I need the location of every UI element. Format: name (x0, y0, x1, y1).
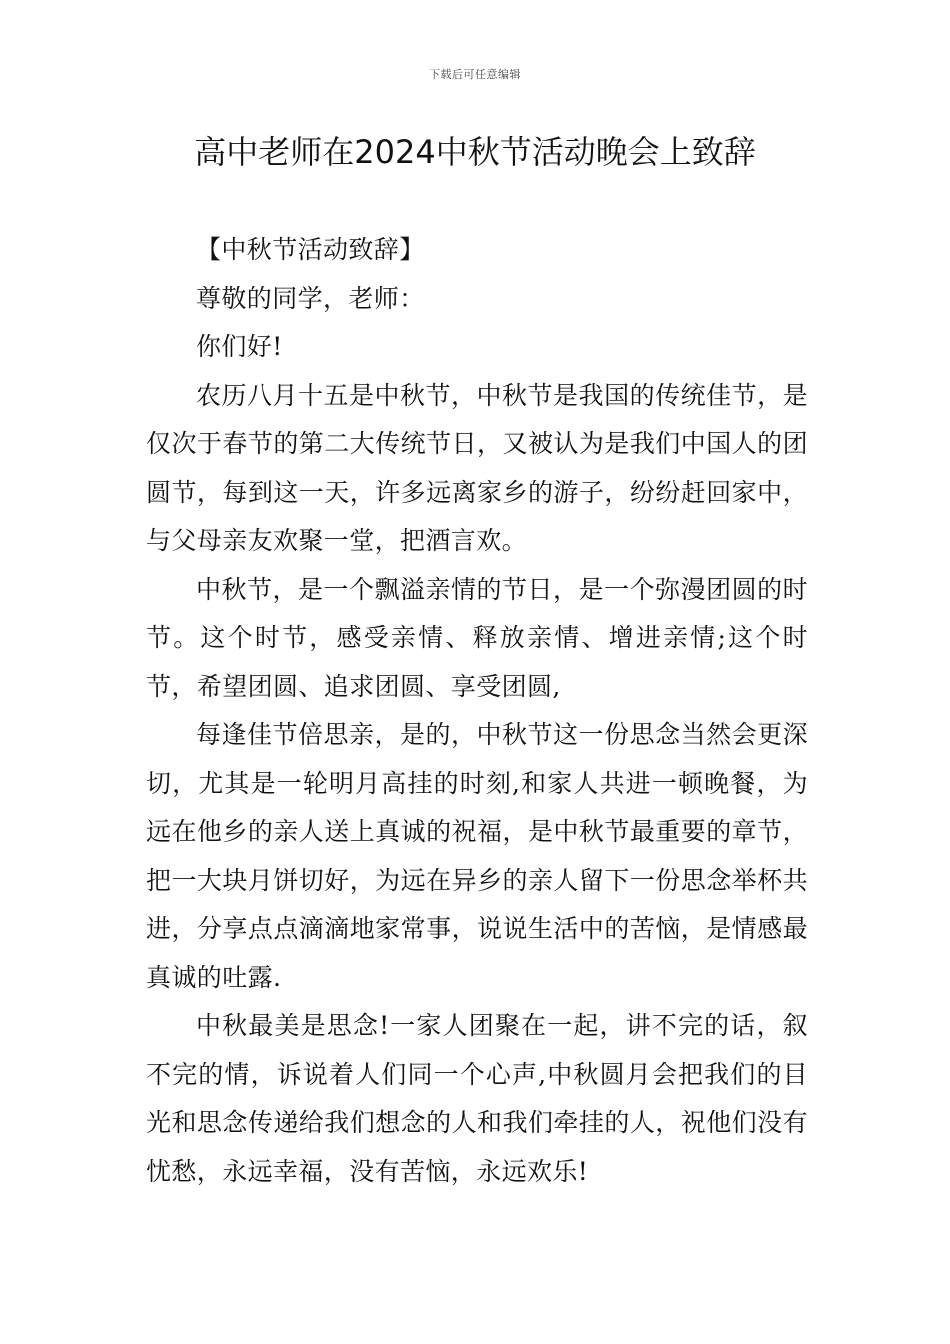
paragraph-body-4: 中秋最美是思念!一家人团聚在一起，讲不完的话，叙不完的情，诉说着人们同一个心声,中秋圆月会把我们的目光和思念传递给我们想念的人和我们牵挂的人，祝他们没有忧愁，永远幸福，没有苦恼，永远欢乐! (146, 1011, 808, 1186)
document-title: 高中老师在2024中秋节活动晚会上致辞 (194, 133, 756, 171)
paragraph-body-1: 农历八月十五是中秋节，中秋节是我国的传统佳节，是仅次于春节的第二大传统节日，又被认为是我们中国人的团圆节，每到这一天，许多远离家乡的游子，纷纷赶回家中，与父母亲友欢聚一堂，把酒言欢。 (146, 380, 808, 555)
document-body (146, 226, 808, 1196)
paragraph-section-heading: 【中秋节活动致辞】 (196, 235, 425, 264)
paragraph-body-2: 中秋节，是一个飘溢亲情的节日，是一个弥漫团圆的时节。这个时节，感受亲情、释放亲情、增进亲情;这个时节，希望团圆、追求团圆、享受团圆, (146, 574, 808, 701)
paragraph-body-3: 每逢佳节倍思亲，是的，中秋节这一份思念当然会更深切，尤其是一轮明月高挂的时刻,和家人共进一顿晚餐，为远在他乡的亲人送上真诚的祝福，是中秋节最重要的章节，把一大块月饼切好，为远在异乡的亲人留下一份思念举杯共进，分享点点滴滴地家常事，说说生活中的苦恼，是情感最真诚的吐露. (146, 720, 808, 992)
header-note: 下载后可任意编辑 (429, 68, 521, 81)
paragraph-greeting: 你们好! (196, 332, 283, 361)
paragraph-salutation: 尊敬的同学，老师： (196, 283, 425, 313)
